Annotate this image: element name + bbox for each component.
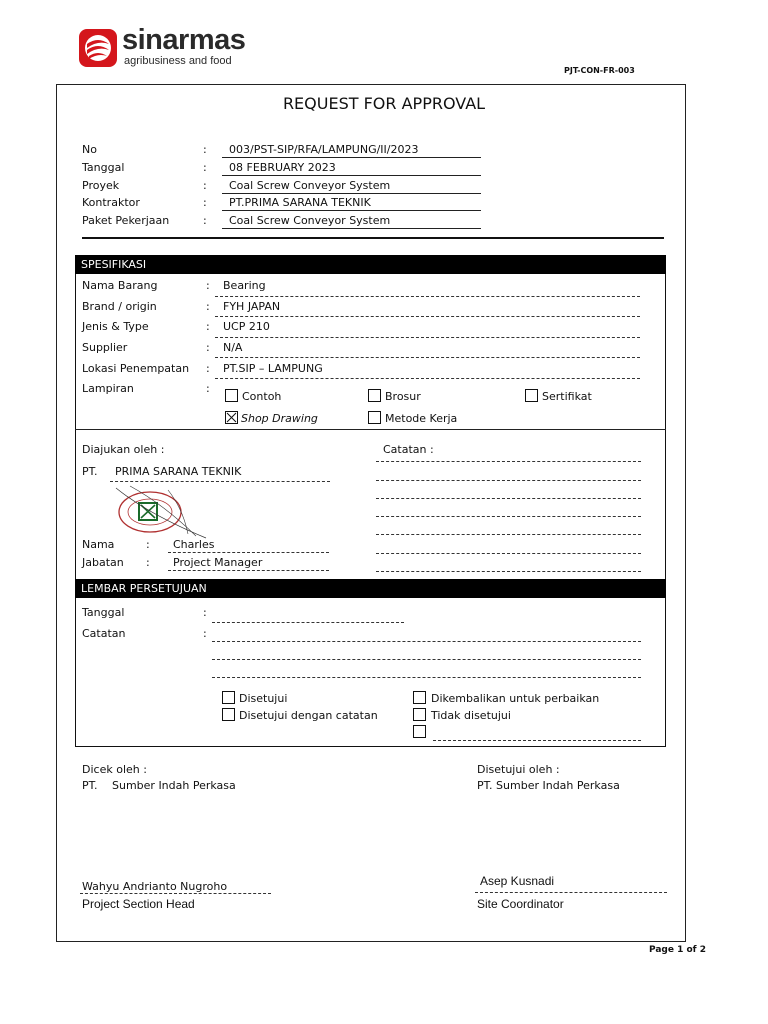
spec-value: Bearing xyxy=(223,279,266,292)
left-signer-title: Project Section Head xyxy=(82,897,195,911)
info-value-tanggal: 08 FEBRUARY 2023 xyxy=(229,161,336,174)
spec-value: UCP 210 xyxy=(223,320,270,333)
option-label-dikembalikan: Dikembalikan untuk perbaikan xyxy=(431,692,600,705)
spec-label: Jenis & Type xyxy=(82,320,149,333)
form-code: PJT-CON-FR-003 xyxy=(564,66,635,75)
checkbox-metode-kerja[interactable] xyxy=(368,411,381,424)
spec-colon: : xyxy=(206,382,210,395)
persetujuan-catatan-label: Catatan xyxy=(82,627,126,640)
info-colon: : xyxy=(203,161,207,174)
info-value-paket: Coal Screw Conveyor System xyxy=(229,214,391,227)
tanggal-field[interactable] xyxy=(212,622,404,623)
lampiran-label: Lampiran xyxy=(82,382,134,395)
spec-value: N/A xyxy=(223,341,243,354)
dicek-label: Dicek oleh : xyxy=(82,763,147,776)
company-logo xyxy=(78,24,278,70)
spec-value: PT.SIP – LAMPUNG xyxy=(223,362,323,375)
info-colon: : xyxy=(203,196,207,209)
info-colon: : xyxy=(203,179,207,192)
checkbox-label-metode-kerja: Metode Kerja xyxy=(385,412,458,425)
option-label-disetujui-dengan-catatan: Disetujui dengan catatan xyxy=(239,709,378,722)
spec-colon: : xyxy=(206,300,210,313)
spec-label: Supplier xyxy=(82,341,128,354)
info-label-proyek: Proyek xyxy=(82,179,120,192)
persetujuan-colon: : xyxy=(203,606,207,619)
checkbox-contoh[interactable] xyxy=(225,389,238,402)
divider xyxy=(82,237,664,239)
info-label-paket: Paket Pekerjaan xyxy=(82,214,170,227)
check-x-icon xyxy=(226,412,237,423)
jabatan-colon: : xyxy=(146,556,150,569)
checkbox-disetujui[interactable] xyxy=(222,691,235,704)
diajukan-label: Diajukan oleh : xyxy=(82,443,165,456)
company-stamp xyxy=(108,484,208,540)
spec-label: Nama Barang xyxy=(82,279,158,292)
info-label-tanggal: Tanggal xyxy=(82,161,125,174)
info-value-kontraktor: PT.PRIMA SARANA TEKNIK xyxy=(229,196,371,209)
nama-label: Nama xyxy=(82,538,115,551)
checkbox-disetujui-dengan-catatan[interactable] xyxy=(222,708,235,721)
left-company: Sumber Indah Perkasa xyxy=(112,779,236,792)
checkbox-dikembalikan[interactable] xyxy=(413,691,426,704)
spec-colon: : xyxy=(206,279,210,292)
page-number: Page 1 of 2 xyxy=(649,945,706,955)
info-value-proyek: Coal Screw Conveyor System xyxy=(229,179,391,192)
option-label-tidak-disetujui: Tidak disetujui xyxy=(431,709,511,722)
checkbox-label-contoh: Contoh xyxy=(242,390,282,403)
sinarmas-logo-icon xyxy=(78,28,118,68)
spec-colon: : xyxy=(206,320,210,333)
nama-colon: : xyxy=(146,538,150,551)
catatan-field[interactable] xyxy=(212,641,641,642)
persetujuan-tanggal-label: Tanggal xyxy=(82,606,125,619)
checkbox-label-shop-drawing: Shop Drawing xyxy=(241,412,318,425)
other-field[interactable] xyxy=(433,740,641,741)
catatan-label: Catatan : xyxy=(383,443,434,456)
disetujui-label: Disetujui oleh : xyxy=(477,763,560,776)
option-label-disetujui: Disetujui xyxy=(239,692,288,705)
persetujuan-colon: : xyxy=(203,627,207,640)
info-colon: : xyxy=(203,143,207,156)
right-signer-name: Asep Kusnadi xyxy=(480,874,555,888)
jabatan-label: Jabatan xyxy=(82,556,124,569)
info-colon: : xyxy=(203,214,207,227)
checkbox-sertifikat[interactable] xyxy=(525,389,538,402)
section-heading-persetujuan: LEMBAR PERSETUJUAN xyxy=(75,579,666,598)
left-pt-prefix: PT. xyxy=(82,779,98,792)
spec-value: FYH JAPAN xyxy=(223,300,281,313)
pt-prefix: PT. xyxy=(82,465,98,478)
spec-colon: : xyxy=(206,362,210,375)
checkbox-shop-drawing-checked[interactable] xyxy=(225,411,238,424)
info-value-no: 003/PST-SIP/RFA/LAMPUNG/II/2023 xyxy=(229,143,419,156)
checkbox-other[interactable] xyxy=(413,725,426,738)
info-label-no: No xyxy=(82,143,97,156)
nama-value: Charles xyxy=(173,538,215,551)
spec-label: Lokasi Penempatan xyxy=(82,362,190,375)
info-label-kontraktor: Kontraktor xyxy=(82,196,140,209)
submitter-company: PRIMA SARANA TEKNIK xyxy=(115,465,242,478)
spec-colon: : xyxy=(206,341,210,354)
right-company: PT. Sumber Indah Perkasa xyxy=(477,779,620,792)
logo-wordmark: sinarmas xyxy=(122,24,246,56)
section-heading-spesifikasi: SPESIFIKASI xyxy=(75,255,666,274)
page-title: REQUEST FOR APPROVAL xyxy=(282,94,486,113)
logo-tagline: agribusiness and food xyxy=(124,55,232,67)
left-signer-name: Wahyu Andrianto Nugroho xyxy=(82,880,228,893)
checkbox-tidak-disetujui[interactable] xyxy=(413,708,426,721)
checkbox-label-sertifikat: Sertifikat xyxy=(542,390,592,403)
checkbox-label-brosur: Brosur xyxy=(385,390,421,403)
spec-label: Brand / origin xyxy=(82,300,157,313)
checkbox-brosur[interactable] xyxy=(368,389,381,402)
jabatan-value: Project Manager xyxy=(173,556,263,569)
right-signer-title: Site Coordinator xyxy=(477,897,564,911)
